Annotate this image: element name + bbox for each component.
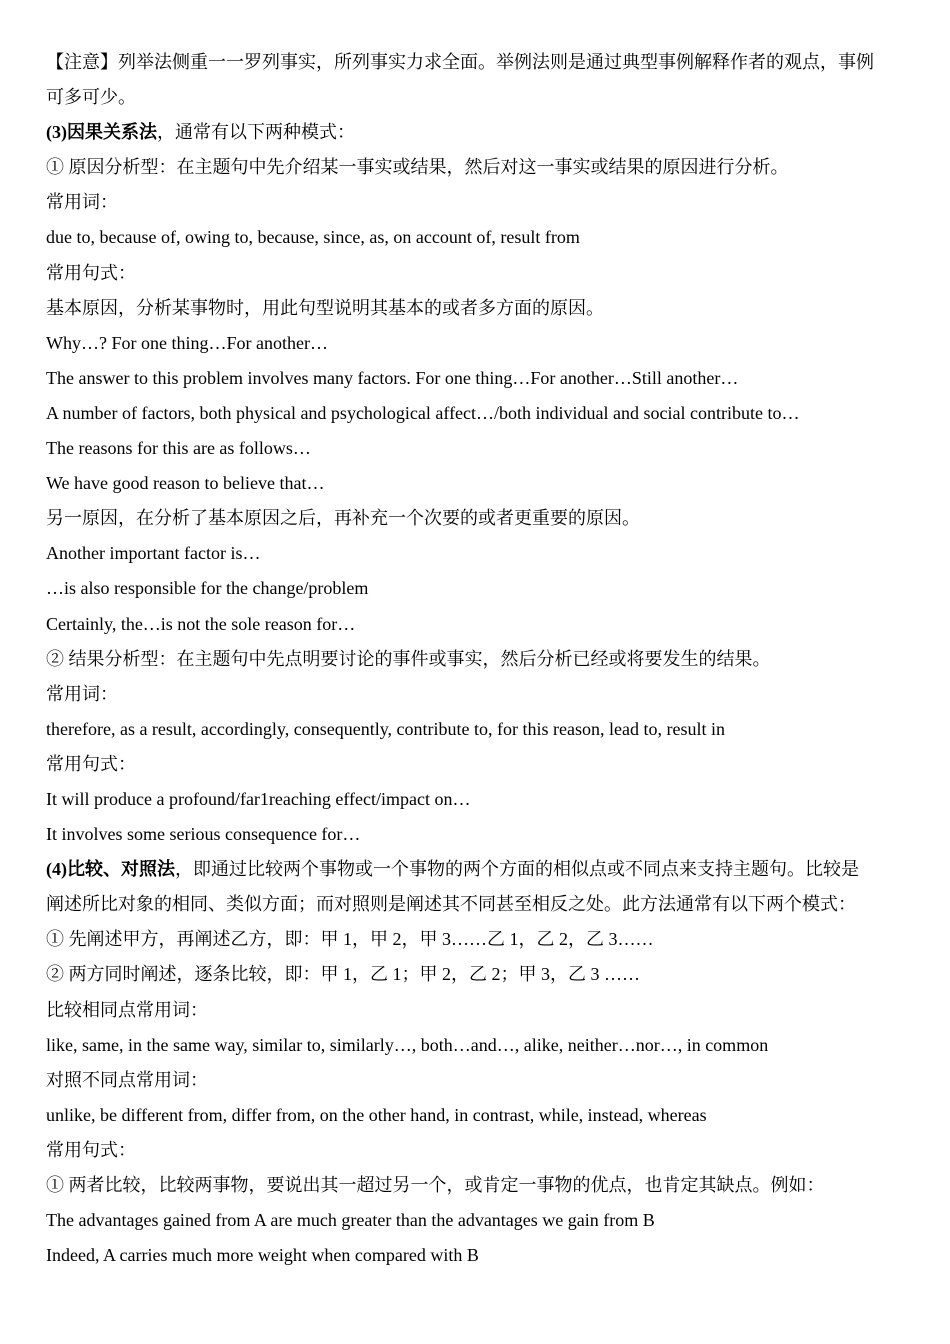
paragraph-line: Another important factor is… <box>46 543 261 564</box>
paragraph-line: …is also responsible for the change/problem <box>46 578 369 599</box>
paragraph-line: 阐述所比对象的相同、类似方面；而对照则是阐述其不同甚至相反之处。此方法通常有以下两个模式： <box>46 894 856 915</box>
paragraph-line: The reasons for this are as follows… <box>46 438 311 459</box>
note-line-2: 可多可少。 <box>46 87 136 108</box>
section-heading-text: ，即通过比较两个事物或一个事物的两个方面的相似点或不同点来支持主题句。比较是 <box>175 859 859 880</box>
section-heading-label: (3)因果关系法 <box>46 122 157 143</box>
note-line-1: 【注意】列举法侧重一一罗列事实，所列事实力求全面。举例法则是通过典型事例解释作者的观点，事例 <box>46 52 874 72</box>
paragraph-line: 常用句式： <box>46 1139 136 1160</box>
paragraph-line: like, same, in the same way, similar to, similarly…, both…and…, alike, neither…nor…, in common <box>46 1034 769 1055</box>
paragraph-line: Certainly, the…is not the sole reason for… <box>46 613 356 634</box>
paragraph-line: The answer to this problem involves many factors. For one thing…For another…Still another… <box>46 367 739 388</box>
section-heading-text: ，通常有以下两种模式： <box>157 122 355 143</box>
document-page <box>46 45 916 1273</box>
paragraph-line: Indeed, A carries much more weight when compared with B <box>46 1245 479 1266</box>
section-heading-label: (4)比较、对照法 <box>46 859 175 880</box>
paragraph-line: 基本原因，分析某事物时，用此句型说明其基本的或者多方面的原因。 <box>46 297 604 318</box>
paragraph-line: 常用词： <box>46 192 118 213</box>
paragraph-line: therefore, as a result, accordingly, consequently, contribute to, for this reason, lead to, result in <box>46 718 725 739</box>
paragraph-line: ② 结果分析型：在主题句中先点明要讨论的事件或事实，然后分析已经或将要发生的结果。 <box>46 648 771 669</box>
paragraph-line: due to, because of, owing to, because, since, as, on account of, result from <box>46 227 580 248</box>
paragraph-line: ① 两者比较，比较两事物，要说出其一超过另一个，或肯定一事物的优点，也肯定其缺点。例如： <box>46 1175 825 1195</box>
paragraph-line: It will produce a profound/far1reaching effect/impact on… <box>46 788 471 809</box>
paragraph-line: It involves some serious consequence for… <box>46 824 361 845</box>
paragraph-line: 对照不同点常用词： <box>46 1069 208 1090</box>
paragraph-line: We have good reason to believe that… <box>46 473 325 494</box>
paragraph-line: ② 两方同时阐述，逐条比较，即：甲 1，乙 1；甲 2，乙 2；甲 3，乙 3 …… <box>46 964 640 985</box>
paragraph-line: 常用句式： <box>46 262 136 283</box>
paragraph-line: ① 先阐述甲方，再阐述乙方，即：甲 1，甲 2，甲 3……乙 1，乙 2，乙 3…… <box>46 929 654 950</box>
paragraph-line: The advantages gained from A are much greater than the advantages we gain from B <box>46 1210 655 1231</box>
section-heading-comparison <box>46 852 916 887</box>
paragraph-line: 比较相同点常用词： <box>46 999 208 1020</box>
paragraph-line: 常用句式： <box>46 753 136 774</box>
section-heading-cause-effect <box>46 115 916 150</box>
paragraph-line: Why…? For one thing…For another… <box>46 332 328 353</box>
paragraph-line: 另一原因，在分析了基本原因之后，再补充一个次要的或者更重要的原因。 <box>46 508 640 529</box>
paragraph-line: 常用词： <box>46 683 118 704</box>
paragraph-line: A number of factors, both physical and psychological affect…/both individual and social contribute to… <box>46 402 800 423</box>
paragraph-line: unlike, be different from, differ from, on the other hand, in contrast, while, instead, whereas <box>46 1104 707 1125</box>
paragraph-line: ① 原因分析型：在主题句中先介绍某一事实或结果，然后对这一事实或结果的原因进行分析。 <box>46 157 789 178</box>
